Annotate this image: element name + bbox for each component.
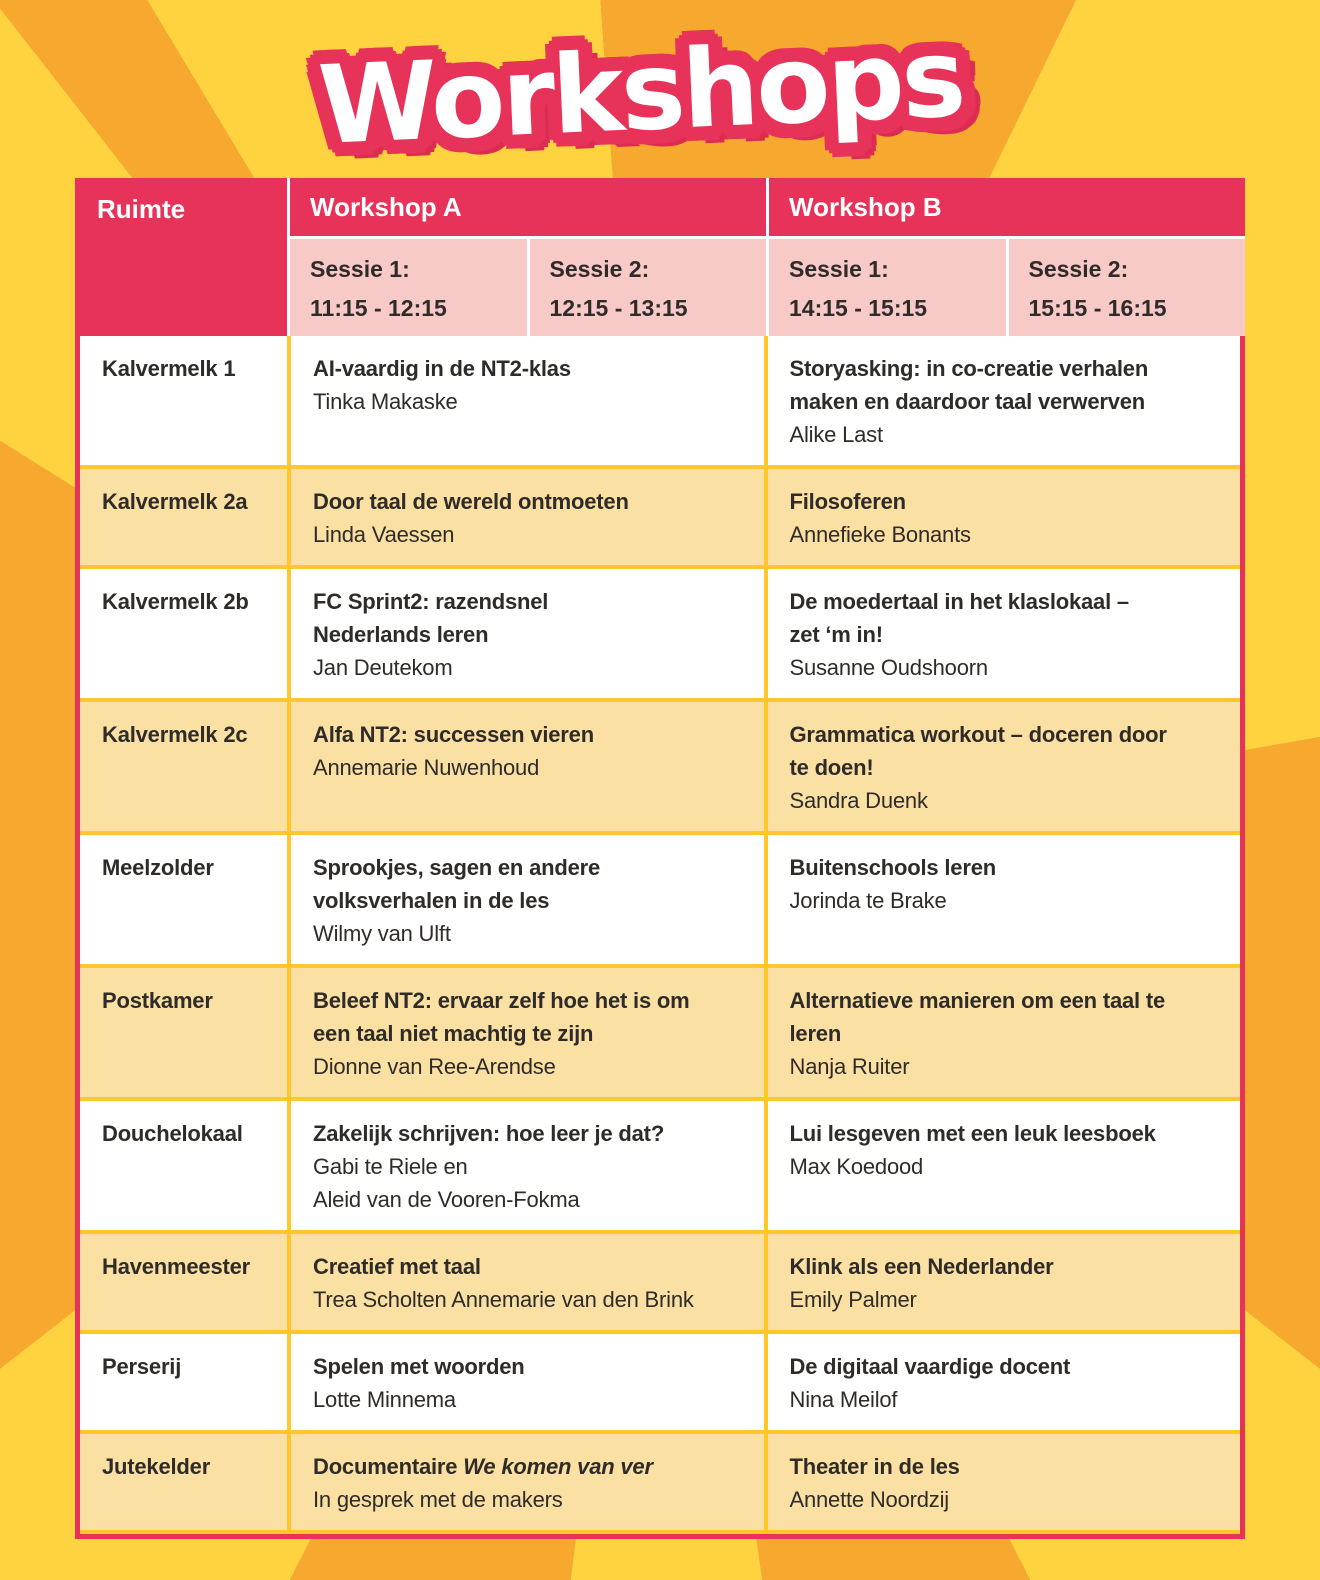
table-row [80,1101,1240,1230]
speaker-name: Nina Meilof [789,1387,898,1412]
workshop-a-cell [291,336,764,465]
workshop-title: FC Sprint2: razendsnel Nederlands leren [313,589,549,647]
workshop-b-cell [768,1234,1241,1330]
room-column-header: Ruimte [75,178,287,336]
session-header-b2 [1006,236,1246,336]
workshop-b-cell [768,469,1241,565]
speaker-name: Trea Scholten Annemarie van den Brink [313,1287,694,1312]
speaker-name: Max Koedood [789,1154,924,1179]
workshop-b-cell [768,569,1241,698]
room-cell: Kalvermelk 2c [80,702,287,831]
session-label: Sessie 2: [549,256,650,282]
workshop-a-cell [291,835,764,964]
workshop-a-cell [291,469,764,565]
workshop-a-cell [291,1234,764,1330]
workshop-title: Alfa NT2: successen vieren [313,722,594,747]
workshop-b-cell [768,702,1241,831]
workshop-title: Beleef NT2: ervaar zelf hoe het is om een taal niet machtig te zijn [313,988,690,1046]
workshop-title: Lui lesgeven met een leuk leesboek [789,1121,1156,1146]
room-cell: Postkamer [80,968,287,1097]
workshop-a-cell [291,968,764,1097]
workshop-title: AI-vaardig in de NT2-klas [313,356,571,381]
workshop-title: Door taal de wereld ontmoeten [313,489,629,514]
workshop-title: Buitenschools leren [789,855,996,880]
workshop-a-cell [291,1434,764,1530]
session-label: Sessie 1: [789,256,889,282]
workshop-b-cell [768,1434,1241,1530]
room-cell: Kalvermelk 1 [80,336,287,465]
workshop-b-cell [768,968,1241,1097]
session-label: Sessie 2: [1028,256,1129,282]
room-cell: Havenmeester [80,1234,287,1330]
speaker-name: Lotte Minnema [313,1387,456,1412]
workshop-a-cell [291,702,764,831]
room-cell: Kalvermelk 2a [80,469,287,565]
table-row [80,1334,1240,1430]
speaker-name: Dionne van Ree-Arendse [313,1054,556,1079]
speaker-name: Jorinda te Brake [789,888,947,913]
speaker-name: Jan Deutekom [313,655,453,680]
workshop-b-cell [768,1334,1241,1430]
table-row [80,835,1240,964]
workshop-title: Klink als een Nederlander [789,1254,1054,1279]
workshop-b-header: Workshop B [766,178,1245,236]
speaker-name: Tinka Makaske [313,389,458,414]
room-cell: Kalvermelk 2b [80,569,287,698]
speaker-name: Annefieke Bonants [789,522,971,547]
speaker-name: Sandra Duenk [789,788,928,813]
session-time: 12:15 - 13:15 [549,295,688,321]
session-header-b1 [766,236,1006,336]
speaker-name: Annette Noordzij [789,1487,949,1512]
workshop-a-cell [291,569,764,698]
speaker-name: Gabi te Riele en Aleid van de Vooren-Fokma [313,1154,580,1212]
workshop-title: Theater in de les [789,1454,960,1479]
poster-title: Workshops [315,16,966,169]
speaker-name: Linda Vaessen [313,522,455,547]
session-label: Sessie 1: [310,256,410,282]
room-cell: Meelzolder [80,835,287,964]
speaker-name: Wilmy van Ulft [313,921,451,946]
speaker-name: In gesprek met de makers [313,1487,563,1512]
workshop-title: De moedertaal in het klaslokaal – zet ‘m in! [789,589,1129,647]
table-header [75,178,1245,336]
table-row [80,1434,1240,1530]
workshop-title: Sprookjes, sagen en andere volksverhalen in de les [313,855,601,913]
workshops-schedule-table [75,178,1245,1539]
session-header-a1 [287,236,527,336]
workshop-title: Filosoferen [789,489,906,514]
speaker-name: Alike Last [789,422,883,447]
table-row [80,569,1240,698]
speaker-name: Nanja Ruiter [789,1054,910,1079]
table-row [80,1234,1240,1330]
speaker-name: Susanne Oudshoorn [789,655,988,680]
workshop-title: Zakelijk schrijven: hoe leer je dat? [313,1121,665,1146]
room-cell: Jutekelder [80,1434,287,1530]
workshop-a-header: Workshop A [287,178,766,236]
session-time: 14:15 - 15:15 [789,295,928,321]
workshop-title: Grammatica workout – doceren door te doen! [789,722,1167,780]
workshop-title: Alternatieve manieren om een taal te leren [789,988,1166,1046]
workshop-title: Spelen met woorden [313,1354,525,1379]
table-row [80,469,1240,565]
session-header-a2 [527,236,767,336]
session-time: 11:15 - 12:15 [310,295,447,321]
room-cell: Perserij [80,1334,287,1430]
workshop-title: De digitaal vaardige docent [789,1354,1071,1379]
workshop-a-cell [291,1101,764,1230]
workshop-title: Storyasking: in co-creatie verhalen maken en daardoor taal verwerven [789,356,1149,414]
workshop-b-cell [768,1101,1241,1230]
workshop-b-cell [768,835,1241,964]
table-body [75,336,1245,1539]
table-row [80,968,1240,1097]
room-cell: Douchelokaal [80,1101,287,1230]
table-row [80,702,1240,831]
speaker-name: Emily Palmer [789,1287,917,1312]
session-time: 15:15 - 16:15 [1028,295,1167,321]
workshop-b-cell [768,336,1241,465]
speaker-name: Annemarie Nuwenhoud [313,755,540,780]
table-row [80,336,1240,465]
workshop-title: Creatief met taal [313,1254,481,1279]
workshop-a-cell [291,1334,764,1430]
workshop-title: Documentaire We komen van ver [313,1454,653,1479]
